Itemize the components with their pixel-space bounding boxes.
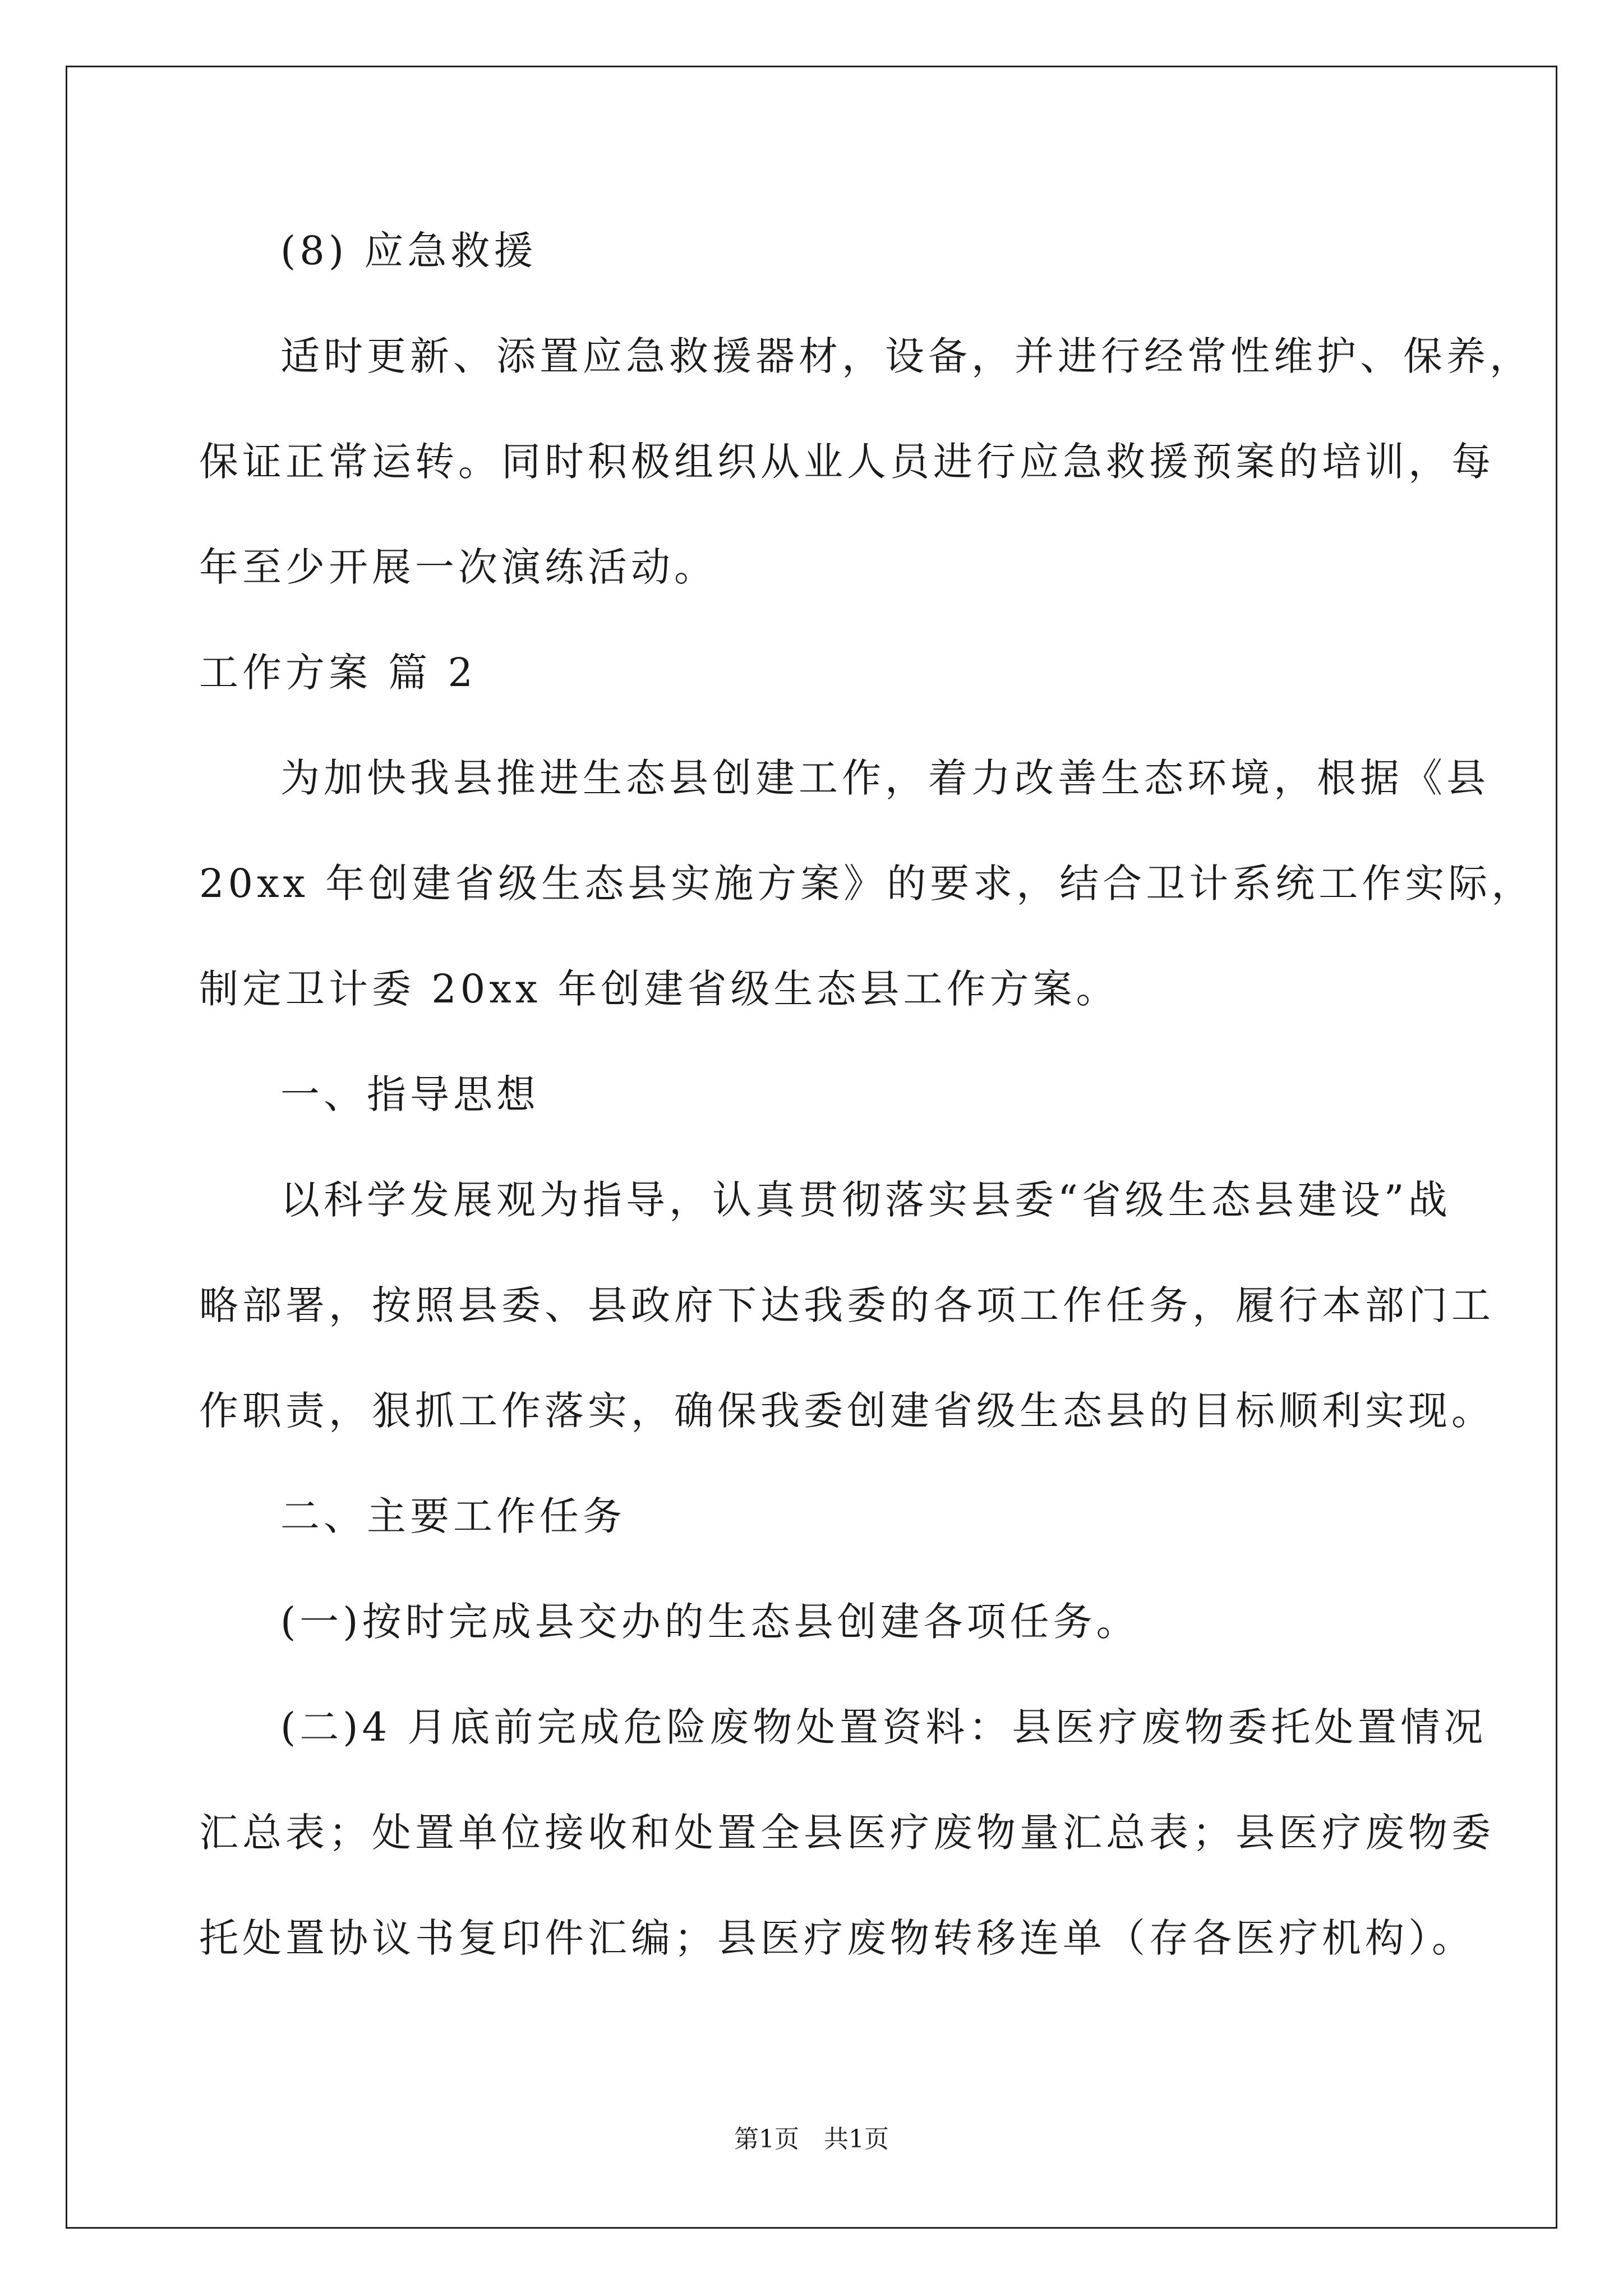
paragraph-line: 制定卫计委 20xx 年创建省级生态县工作方案。 xyxy=(199,966,1119,1012)
paragraph-line: 略部署，按照县委、县政府下达我委的各项工作任务，履行本部门工 xyxy=(199,1282,1495,1328)
paragraph-line: 以科学发展观为指导，认真贯彻落实县委“省级生态县建设”战 xyxy=(280,1177,1451,1223)
page-border xyxy=(66,66,1557,2229)
section-heading-guiding-ideology: 一、指导思想 xyxy=(280,1071,540,1117)
section-heading-emergency-rescue: (8) 应急救援 xyxy=(280,228,537,274)
paragraph-line: 托处置协议书复印件汇编；县医疗废物转移连单（存各医疗机构）。 xyxy=(199,1915,1475,1961)
section-title-plan-2: 工作方案 篇 2 xyxy=(199,650,477,696)
paragraph-line: (二)4 月底前完成危险废物处置资料：县医疗废物委托处置情况 xyxy=(280,1704,1487,1750)
paragraph-line: 为加快我县推进生态县创建工作，着力改善生态环境，根据《县 xyxy=(280,755,1490,801)
paragraph-line: 年至少开展一次演练活动。 xyxy=(199,544,717,590)
page-number-footer: 第1页 共1页 xyxy=(734,2125,889,2154)
paragraph-line: 汇总表；处置单位接收和处置全县医疗废物量汇总表；县医疗废物委 xyxy=(199,1810,1495,1856)
paragraph-line: 20xx 年创建省级生态县实施方案》的要求，结合卫计系统工作实际， xyxy=(199,861,1535,907)
paragraph-line: (一)按时完成县交办的生态县创建各项任务。 xyxy=(280,1599,1140,1645)
paragraph-line: 保证正常运转。同时积极组织从业人员进行应急救援预案的培训，每 xyxy=(199,439,1495,485)
section-heading-main-tasks: 二、主要工作任务 xyxy=(280,1493,626,1539)
paragraph-line: 适时更新、添置应急救援器材，设备，并进行经常性维护、保养， xyxy=(280,333,1533,379)
paragraph-line: 作职责，狠抓工作落实，确保我委创建省级生态县的目标顺利实现。 xyxy=(199,1388,1495,1434)
